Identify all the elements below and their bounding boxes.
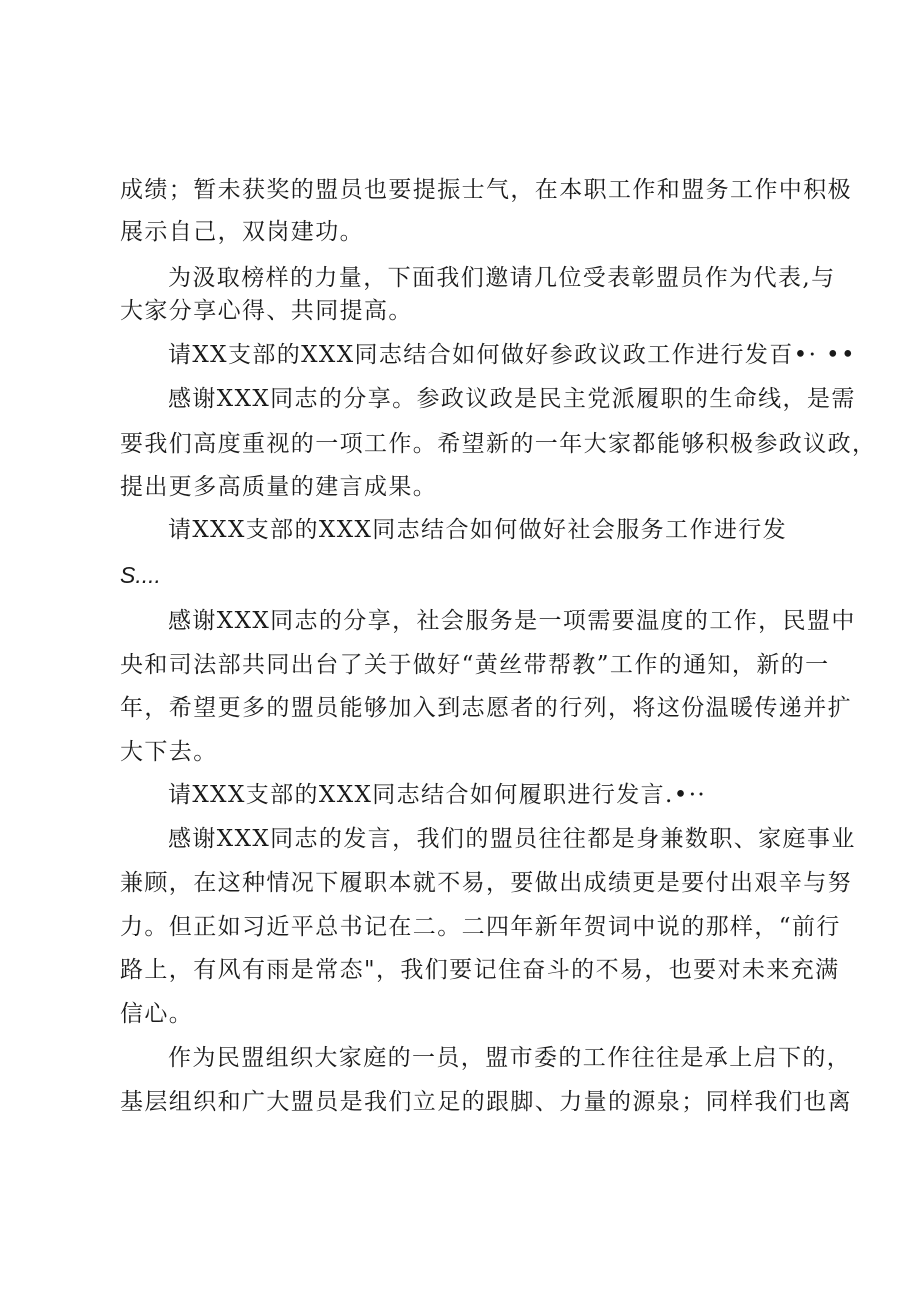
- text-line: 展示自己，双岗建功。: [120, 219, 364, 245]
- text-line: 请XX支部的XXX同志结合如何做好参政议政工作进行发百•· ••: [168, 342, 856, 368]
- text-line: 央和司法部共同出台了关于做好“黄丝带帮教”工作的通知，新的一: [120, 652, 830, 678]
- text-line: 基层组织和广大盟员是我们立足的跟脚、力量的源泉；同样我们也离: [120, 1089, 852, 1115]
- text-line: 请XXX支部的XXX同志结合如何做好社会服务工作进行发: [168, 517, 788, 543]
- text-line: 要我们高度重视的一项工作。希望新的一年大家都能够积极参政议政，: [120, 431, 877, 457]
- text-line: 成绩；暂未获奖的盟员也要提振士气，在本职工作和盟务工作中积极: [120, 177, 852, 203]
- text-line: 路上，有风有雨是常态"，我们要记住奋斗的不易，也要对未来充满: [120, 957, 840, 983]
- text-line: 力。但正如习近平总书记在二。二四年新年贺词中说的那样，“前行: [120, 914, 841, 940]
- text-line: 提出更多高质量的建言成果。: [120, 474, 438, 500]
- text-line: 作为民盟组织大家庭的一员，盟市委的工作往往是承上启下的，: [168, 1045, 852, 1071]
- text-line: 年，希望更多的盟员能够加入到志愿者的行列，将这份温暖传递并扩: [120, 695, 852, 721]
- text-line: 信心。: [120, 1001, 194, 1027]
- text-line: 感谢XXX同志的发言，我们的盟员往往都是身兼数职、家庭事业: [168, 826, 856, 852]
- text-line: S....: [120, 562, 161, 588]
- text-line: 大家分享心得、共同提高。: [120, 298, 413, 324]
- text-line: 感谢XXX同志的分享，社会服务是一项需要温度的工作，民盟中: [168, 608, 856, 634]
- text-line: 大下去。: [120, 739, 218, 765]
- text-line: 感谢XXX同志的分享。参政议政是民主党派履职的生命线，是需: [168, 386, 856, 412]
- text-line: 为汲取榜样的力量，下面我们邀请几位受表彰盟员作为代表,与: [168, 265, 836, 291]
- text-line: 请XXX支部的XXX同志结合如何履职进行发言.•··: [168, 782, 707, 808]
- text-line: 兼顾，在这种情况下履职本就不易，要做出成绩更是要付出艰辛与努: [120, 870, 852, 896]
